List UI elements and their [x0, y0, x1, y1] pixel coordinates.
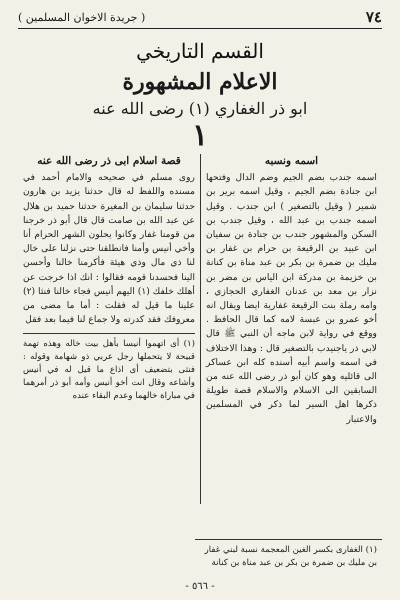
article-columns [18, 154, 382, 504]
right-column [200, 154, 382, 504]
section-title: القسم التاريخي [136, 39, 264, 63]
left-column [18, 154, 200, 504]
journal-name: ( جريدة الاخوان المسلمين ) [18, 10, 146, 24]
left-column-footnote: (١) أى اتهموا أنيسا بأهل بيت خاله وهذه تهمة قبيحة لا يتحملها رجل عربي ذو شهامة وقوله : فنثى بتضعيف أى اذاع ما قيل له في أنيس وأشاعه وقال انت أخو أنيس وأمه أبو ذر أمرهما في مباراة خالهما وعدم البقاء عنده [23, 333, 195, 403]
left-column-heading: قصة اسلام ابى ذر رضى الله عنه [37, 155, 181, 167]
article-series-title: الاعلام المشهورة [122, 69, 278, 95]
right-column-text: اسمه جندب بضم الجيم وضم الدال وفتحها ابن جنادة بضم الجيم ، وقيل اسمه برير بن شمير ( وقيل بالتصغير ) ابن جندب . وقيل اسمه جندب بن عبد الله ، وقيل جندب بن السكن والمشهور جندب بن جنادة بن سفيان ابن عبيد بن الرقيعة بن حرام بن غفار بن مليك بن ضمرة بن بكر بن عبد مناة بن كنانة بن خزيمة بن مدركة ابن الياس بن مضر بن نزار بن معد بن عدنان الغفاري الحجازي ، وامه رملة بنت الرقيعة غفارية ايضا ويقال انه أخو عمرو بن عبسة لامه كما قال الحافظ . ووقع في رواية لابن ماجه أن النبي ﷺ قال لابي ذر ياجنيدب بالتصغير قال : وهذا الاختلاف في اسمه واسم أبيه أسنده كله ابن عساكر الى قائليه وهو كان أبو ذر رضى الله عنه من السابقين الى الاسلام والاسلام قصة طويلة ذكرها اهل السير لما ذكر في المسلمين والاعتبار [206, 172, 377, 425]
right-column-footnote: (١) الغفارى بكسر الغين المعجمة نسبة لبني غفار بن مليك بن ضمرة بن بكر بن عبد مناة بن كنانة [195, 539, 382, 570]
part-number: ١ [191, 118, 209, 153]
right-column-heading: اسمه ونسبه [264, 155, 319, 167]
page-header [18, 6, 382, 29]
page-number: ٧٤ [365, 8, 382, 26]
page-footer-number: - ٥٦٦ - [185, 581, 215, 592]
left-column-text: روى مسلم في صحيحه والامام أحمد في مسنده واللفظ له قال حدثنا يزيد بن هارون حدثنا سليمان بن المغيرة حدثنا حميد بن هلال عن عبد الله بن صامت قال قال أبو ذر خرجنا من قومنا غفار وكانوا يحلون الشهر الحرام أنا وأخي أنيس وأمنا فانطلقنا حتى نزلنا على خال لنا ذي مال وذي هيئة فأكرمنا خالنا وأحسن الينا فحسدنا قومه فقالوا : انك اذا خرجت عن أهلك خلفك (١) اليهم أنيس فجاء خالنا فنثا (٢) علينا ما قيل له فقلت : أما ما مضى من معروفك فقد كدرته ولا جماع لنا فيما بعد فقل [23, 172, 195, 326]
article-subject-title: ابو ذر الغفاري (١) رضى الله عنه [92, 99, 308, 118]
